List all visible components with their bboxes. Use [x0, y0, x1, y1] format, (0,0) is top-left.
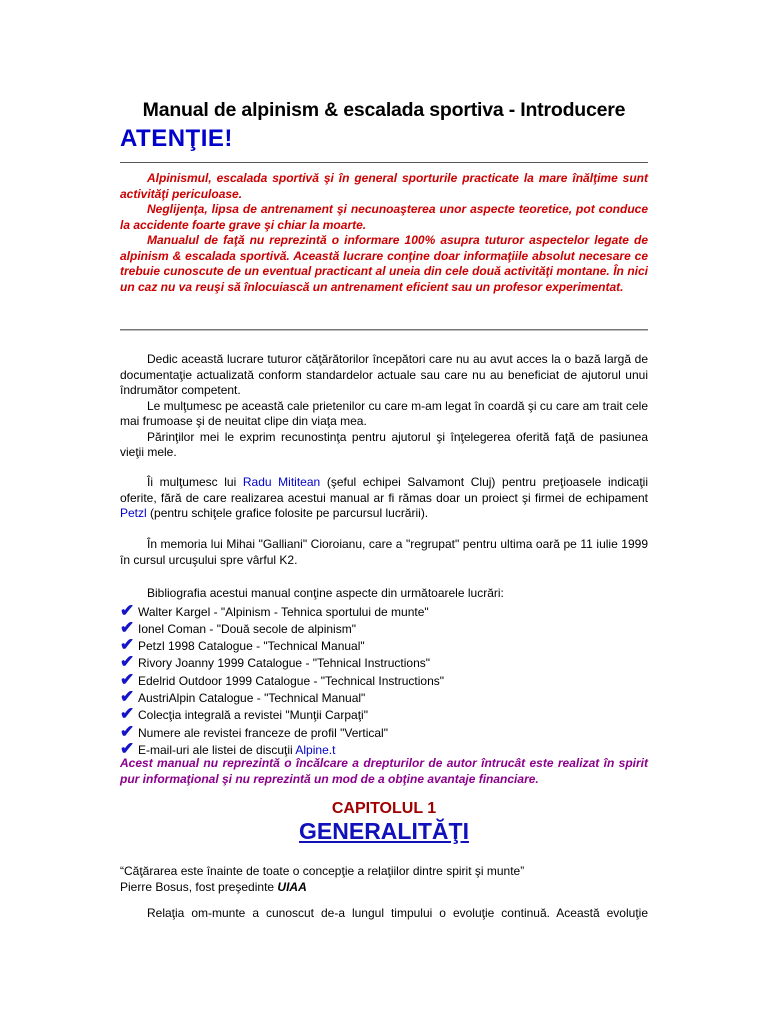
list-item [120, 636, 648, 653]
check-icon: ✔ [120, 600, 135, 620]
check-icon: ✔ [120, 617, 135, 637]
thanks-block [120, 475, 648, 522]
bibliography-item: Petzl 1998 Catalogue - "Technical Manual" [138, 639, 365, 654]
bibliography-intro: Bibliografia acestui manual conţine aspecte din următoarele lucrări: [147, 586, 504, 600]
check-icon: ✔ [120, 738, 135, 758]
dedication-paragraph: Părinţilor mei le exprim recunostinţa pentru ajutorul şi înţelegerea oferită faţă de pasiunea vieţii mele. [120, 429, 648, 459]
warning-paragraph: Alpinismul, escalada sportivă şi în general sporturile practicate la mare înălţime sunt activităţi periculoase. [120, 171, 648, 201]
alpine-list-link[interactable]: Alpine.t [295, 742, 336, 757]
thanks-text: Îi mulţumesc lui [147, 475, 243, 489]
thanks-text: (pentru schiţele grafice folosite pe parcursul lucrării). [146, 506, 429, 520]
list-item [120, 619, 648, 636]
warning-block [120, 171, 648, 295]
list-item [120, 688, 648, 705]
memorial-block [120, 537, 648, 568]
bibliography [120, 586, 648, 757]
quote-author: Pierre Bosus, fost preşedinte [120, 879, 278, 894]
quote-text: “Căţărarea este înainte de toate o concepţie a relaţiilor dintre spirit şi munte” [120, 864, 525, 878]
chapter-title-wrap [120, 818, 648, 845]
check-icon: ✔ [120, 721, 135, 741]
check-icon: ✔ [120, 669, 135, 689]
bibliography-item: Walter Kargel - "Alpinism - Tehnica sportului de munte" [138, 604, 429, 619]
warning-paragraph: Neglijenţa, lipsa de antrenament şi necunoaşterea unor aspecte teoretice, pot conduce la accidente foarte grave şi chiar la moarte. [120, 202, 648, 232]
bibliography-item: E-mail-uri ale listei de discuţii [138, 742, 296, 757]
bibliography-item: Ionel Coman - "Două secole de alpinism" [138, 621, 356, 636]
bibliography-list [120, 602, 648, 758]
divider-bottom [120, 329, 648, 330]
list-item [120, 602, 648, 619]
bibliography-item: Edelrid Outdoor 1999 Catalogue - "Technical Instructions" [138, 673, 445, 688]
petzl-link[interactable]: Petzl [120, 506, 147, 520]
dedication-paragraph: Le mulţumesc pe această cale prietenilor cu care m-am legat în coardă şi cu care am trait cele mai frumoase şi de neuitat clipe din viaţa mea. [120, 398, 648, 428]
list-item [120, 671, 648, 688]
bibliography-item: Colecţia integrală a revistei "Munţii Carpaţi" [138, 708, 368, 723]
quote-block [120, 864, 648, 895]
chapter-title: GENERALITĂŢI [299, 818, 469, 844]
intro-block [120, 906, 648, 922]
thanks-text: (şeful echipei Salvamont Cluj) pentru preţioasele indicaţii oferite, fără de care realizarea acestui manual ar fi rămas doar un proiect şi firmei de echipament [120, 475, 648, 505]
check-icon: ✔ [120, 635, 135, 655]
check-icon: ✔ [120, 652, 135, 672]
bibliography-item: Numere ale revistei franceze de profil "Vertical" [138, 725, 388, 740]
list-item [120, 705, 648, 722]
radu-mititean-link[interactable]: Radu Mititean [242, 475, 321, 489]
dedication-paragraph: Dedic această lucrare tuturor căţărătorilor începători care nu au avut acces la o bază largă de documentaţie actualizată conform standardelor actuale sau care nu au beneficiat de ajutorul unui îndrumător competent. [120, 352, 648, 397]
warning-paragraph: Manualul de faţă nu reprezintă o informare 100% asupra tuturor aspectelor legate de alpinism & escalada sportivă. Această lucrare conţine doar informaţiile absolut necesare ce trebuie cunoscute de un eventual practicant al uneia din cele două activităţi montane. În nici un caz nu va reuşi să înlocuiască un antrenament eficient sau un profesor experimentat. [120, 233, 648, 294]
copyright-disclaimer: Acest manual nu reprezintă o încălcare a drepturilor de autor întrucât este realizat în spirit pur informaţional şi nu reprezintă un mod de a obţine avantaje financiare. [120, 756, 648, 786]
memorial-paragraph: În memoria lui Mihai "Galliani" Cioroianu, care a "regrupat" pentru ultima oară pe 11 iulie 1999 în cursul urcuşului spre vârful K2. [120, 537, 648, 567]
list-item [120, 653, 648, 670]
check-icon: ✔ [120, 686, 135, 706]
quote-org: UIAA [277, 879, 307, 894]
attention-heading: ATENŢIE! [120, 125, 233, 152]
document-title: Manual de alpinism & escalada sportiva - Introducere [142, 99, 626, 121]
dedication-block [120, 352, 648, 461]
intro-paragraph: Relaţia om-munte a cunoscut de-a lungul timpului o evoluţie continuă. Această evoluţie [147, 906, 648, 920]
chapter-label: CAPITOLUL 1 [331, 800, 437, 817]
quote-attribution [120, 880, 648, 896]
bibliography-item: Rivory Joanny 1999 Catalogue - "Tehnical Instructions" [138, 656, 431, 671]
check-icon: ✔ [120, 704, 135, 724]
list-item [120, 723, 648, 740]
list-item [120, 740, 648, 757]
divider-top [120, 162, 648, 163]
bibliography-item: AustriAlpin Catalogue - "Technical Manual" [138, 690, 366, 705]
thanks-paragraph [120, 475, 648, 522]
